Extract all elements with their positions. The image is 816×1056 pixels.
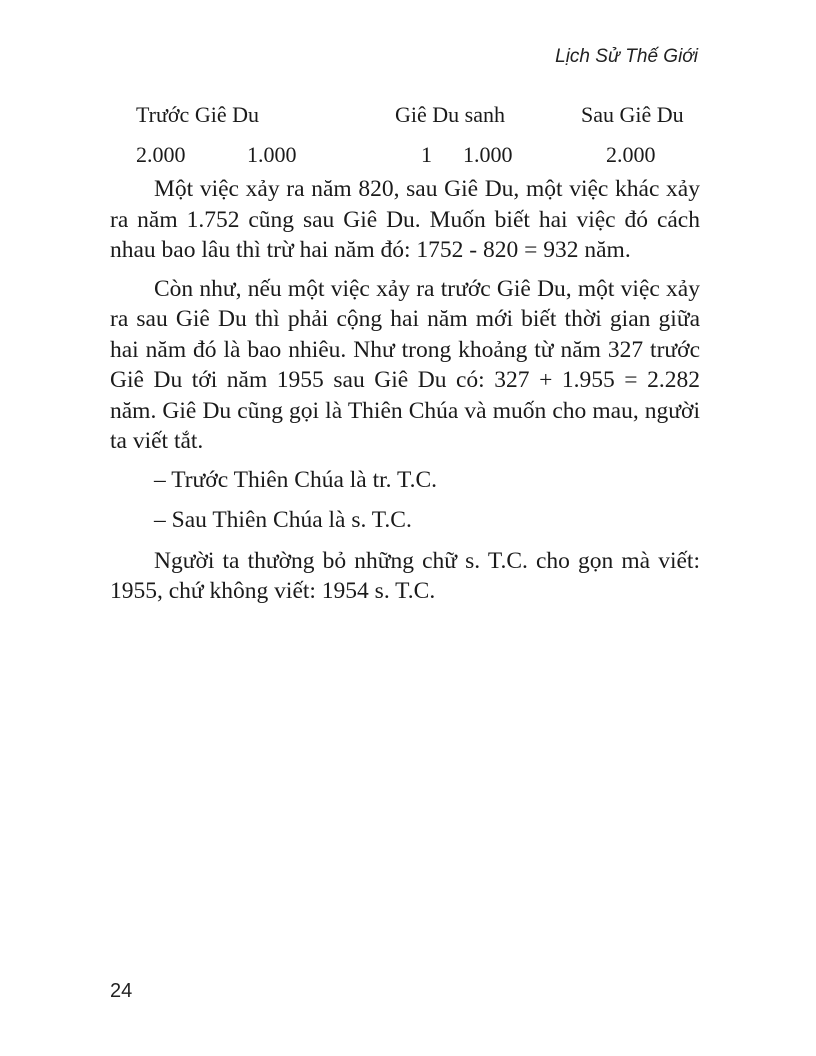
- body-text: [110, 174, 700, 615]
- paragraph: Người ta thường bỏ những chữ s. T.C. cho gọn mà viết: 1955, chứ không viết: 1954 s. T.C.: [110, 547, 700, 604]
- list-item: – Trước Thiên Chúa là tr. T.C.: [154, 466, 438, 493]
- paragraph: Còn như, nếu một việc xảy ra trước Giê Du, một việc xảy ra sau Giê Du thì phải cộng hai năm mới biết thời gian giữa hai năm đó là bao nhiêu. Như trong khoảng từ năm 327 trước Giê Du tới năm 1955 sau Giê Du có: 327 + 1.955 = 2.282 năm. Giê Du cũng gọi là Thiên Chúa và muốn cho mau, người ta viết tắt.: [110, 275, 700, 454]
- running-header-title: Lịch Sử Thế Giới: [555, 46, 698, 67]
- timeline-label-before: Trước Giê Du: [136, 102, 259, 127]
- timeline-value: 2.000: [136, 142, 186, 167]
- page-number: 24: [110, 980, 133, 1002]
- timeline-label-birth: Giê Du sanh: [395, 102, 505, 127]
- timeline-value: 2.000: [606, 142, 656, 167]
- timeline-label-after: Sau Giê Du: [581, 102, 684, 127]
- timeline-value: 1.000: [463, 142, 513, 167]
- timeline-value: 1: [421, 142, 432, 167]
- timeline-value: 1.000: [247, 142, 297, 167]
- list-item: – Sau Thiên Chúa là s. T.C.: [154, 507, 412, 533]
- paragraph: Một việc xảy ra năm 820, sau Giê Du, một việc khác xảy ra năm 1.752 cũng sau Giê Du. Muốn biết hai việc đó cách nhau bao lâu thì trừ hai năm đó: 1752 - 820 = 932 năm.: [110, 176, 700, 263]
